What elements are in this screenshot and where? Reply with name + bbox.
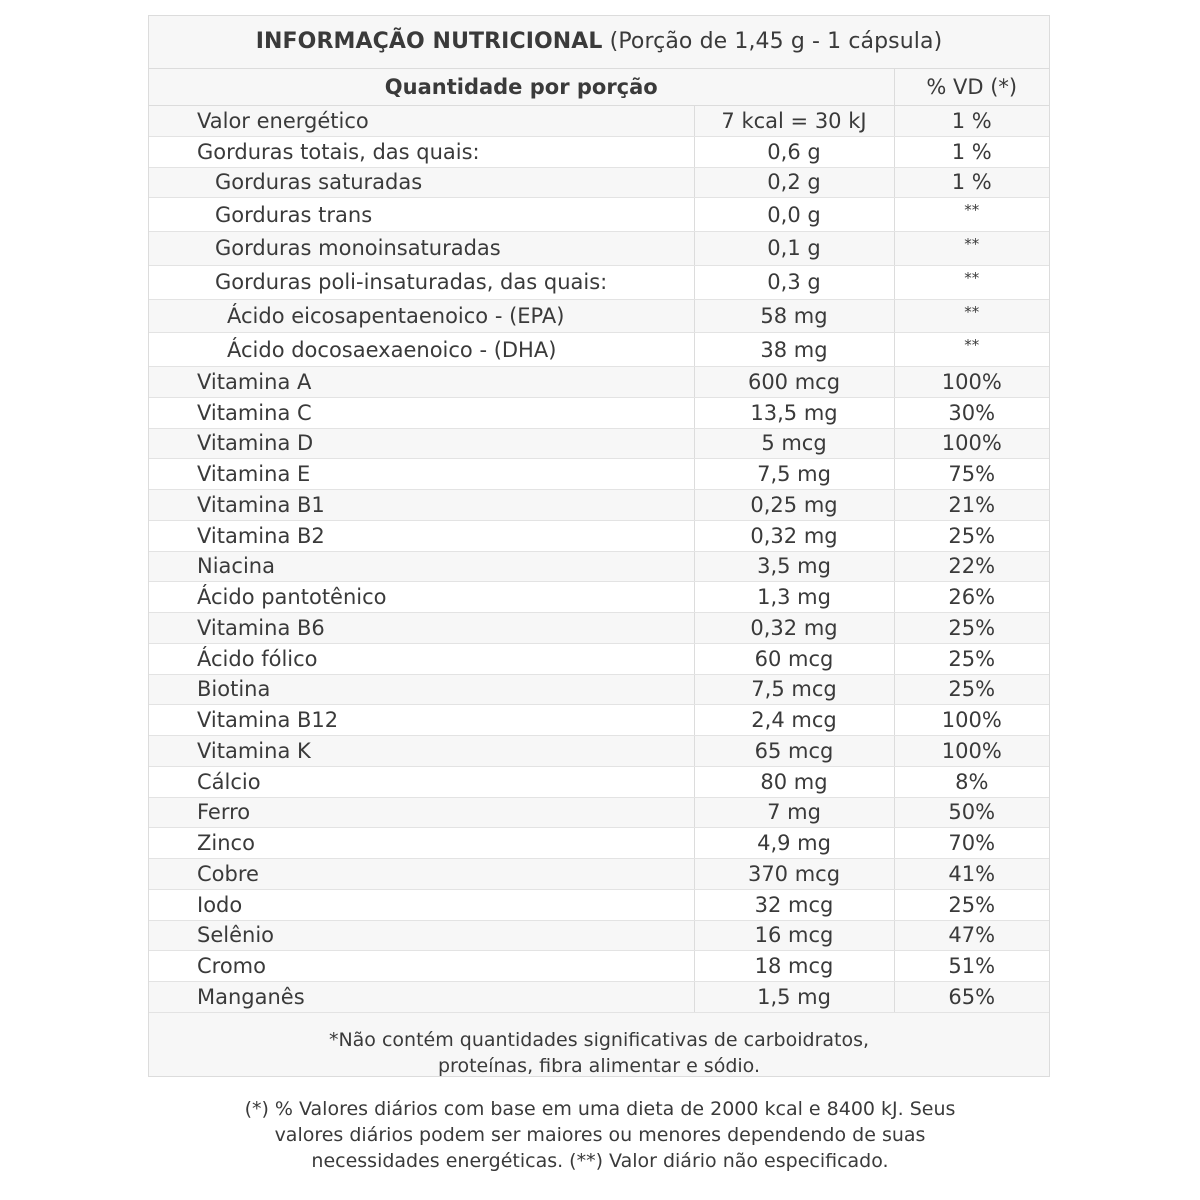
nutrient-daily-value: 47% bbox=[894, 920, 1049, 951]
nutrient-quantity: 60 mcg bbox=[694, 643, 894, 674]
nutrient-daily-value: ** bbox=[894, 333, 1049, 367]
table-row bbox=[149, 198, 1049, 232]
nutrition-table bbox=[149, 69, 1049, 1013]
nutrient-quantity: 1,3 mg bbox=[694, 582, 894, 613]
nutrient-quantity: 370 mcg bbox=[694, 859, 894, 890]
nutrient-name: Gorduras saturadas bbox=[149, 167, 694, 198]
nutrient-name: Cromo bbox=[149, 951, 694, 982]
table-row bbox=[149, 333, 1049, 367]
nutrient-name: Vitamina B6 bbox=[149, 613, 694, 644]
table-row bbox=[149, 643, 1049, 674]
table-row bbox=[149, 397, 1049, 428]
nutrient-name: Vitamina C bbox=[149, 397, 694, 428]
nutrient-daily-value: 21% bbox=[894, 490, 1049, 521]
table-title bbox=[149, 16, 1049, 69]
nutrient-quantity: 7 kcal = 30 kJ bbox=[694, 106, 894, 137]
nutrient-quantity: 18 mcg bbox=[694, 951, 894, 982]
note-line-2: proteínas, fibra alimentar e sódio. bbox=[438, 1054, 760, 1077]
nutrient-daily-value: ** bbox=[894, 265, 1049, 299]
table-row bbox=[149, 459, 1049, 490]
nutrient-name: Vitamina B12 bbox=[149, 705, 694, 736]
nutrient-name: Cobre bbox=[149, 859, 694, 890]
nutrient-quantity: 16 mcg bbox=[694, 920, 894, 951]
table-row bbox=[149, 106, 1049, 137]
nutrient-daily-value: 25% bbox=[894, 643, 1049, 674]
nutrient-daily-value: 100% bbox=[894, 705, 1049, 736]
nutrient-name: Ácido pantotênico bbox=[149, 582, 694, 613]
nutrient-quantity: 7,5 mcg bbox=[694, 674, 894, 705]
nutrient-name: Ácido eicosapentaenoico - (EPA) bbox=[149, 299, 694, 333]
nutrient-quantity: 7 mg bbox=[694, 797, 894, 828]
nutrient-name: Vitamina E bbox=[149, 459, 694, 490]
table-row bbox=[149, 367, 1049, 398]
footnote-line-3: necessidades energéticas. (**) Valor diário não especificado. bbox=[311, 1150, 889, 1172]
table-row bbox=[149, 859, 1049, 890]
footnote bbox=[150, 1096, 1050, 1174]
table-row bbox=[149, 428, 1049, 459]
title-portion: (Porção de 1,45 g - 1 cápsula) bbox=[602, 29, 943, 54]
nutrient-daily-value: 8% bbox=[894, 766, 1049, 797]
nutrient-name: Biotina bbox=[149, 674, 694, 705]
nutrient-quantity: 58 mg bbox=[694, 299, 894, 333]
table-row bbox=[149, 613, 1049, 644]
nutrient-daily-value: 100% bbox=[894, 736, 1049, 767]
nutrient-daily-value: 51% bbox=[894, 951, 1049, 982]
table-row bbox=[149, 705, 1049, 736]
nutrient-quantity: 0,3 g bbox=[694, 265, 894, 299]
table-row bbox=[149, 766, 1049, 797]
nutrient-daily-value: 65% bbox=[894, 982, 1049, 1013]
nutrient-quantity: 38 mg bbox=[694, 333, 894, 367]
nutrient-name: Selênio bbox=[149, 920, 694, 951]
nutrient-daily-value: ** bbox=[894, 299, 1049, 333]
nutrient-name: Cálcio bbox=[149, 766, 694, 797]
nutrient-quantity: 3,5 mg bbox=[694, 551, 894, 582]
table-row bbox=[149, 736, 1049, 767]
nutrient-name: Vitamina A bbox=[149, 367, 694, 398]
footnote-line-1: (*) % Valores diários com base em uma dieta de 2000 kcal e 8400 kJ. Seus bbox=[244, 1098, 956, 1120]
nutrient-daily-value: 25% bbox=[894, 613, 1049, 644]
nutrient-daily-value: 25% bbox=[894, 520, 1049, 551]
nutrient-name: Vitamina B2 bbox=[149, 520, 694, 551]
nutrient-quantity: 0,1 g bbox=[694, 232, 894, 266]
table-row bbox=[149, 797, 1049, 828]
table-row bbox=[149, 299, 1049, 333]
nutrient-quantity: 0,0 g bbox=[694, 198, 894, 232]
nutrient-daily-value: ** bbox=[894, 232, 1049, 266]
table-row bbox=[149, 982, 1049, 1013]
table-row bbox=[149, 920, 1049, 951]
table-row bbox=[149, 828, 1049, 859]
nutrient-name: Vitamina B1 bbox=[149, 490, 694, 521]
table-row bbox=[149, 889, 1049, 920]
note-line-1: *Não contém quantidades significativas de carboidratos, bbox=[328, 1028, 870, 1051]
header-quantity: Quantidade por porção bbox=[149, 69, 894, 106]
nutrient-quantity: 5 mcg bbox=[694, 428, 894, 459]
table-row bbox=[149, 582, 1049, 613]
nutrient-name: Valor energético bbox=[149, 106, 694, 137]
nutrient-name: Niacina bbox=[149, 551, 694, 582]
nutrient-daily-value: ** bbox=[894, 198, 1049, 232]
nutrient-name: Vitamina K bbox=[149, 736, 694, 767]
nutrient-name: Manganês bbox=[149, 982, 694, 1013]
nutrient-daily-value: 22% bbox=[894, 551, 1049, 582]
nutrient-name: Vitamina D bbox=[149, 428, 694, 459]
nutrient-quantity: 4,9 mg bbox=[694, 828, 894, 859]
nutrient-quantity: 0,25 mg bbox=[694, 490, 894, 521]
nutrient-quantity: 2,4 mcg bbox=[694, 705, 894, 736]
nutrient-daily-value: 25% bbox=[894, 889, 1049, 920]
nutrient-daily-value: 25% bbox=[894, 674, 1049, 705]
nutrient-daily-value: 1 % bbox=[894, 167, 1049, 198]
nutrient-daily-value: 30% bbox=[894, 397, 1049, 428]
nutrient-quantity: 600 mcg bbox=[694, 367, 894, 398]
table-row bbox=[149, 265, 1049, 299]
nutrient-daily-value: 1 % bbox=[894, 106, 1049, 137]
nutrient-quantity: 7,5 mg bbox=[694, 459, 894, 490]
table-row bbox=[149, 551, 1049, 582]
nutrient-name: Gorduras trans bbox=[149, 198, 694, 232]
nutrient-daily-value: 50% bbox=[894, 797, 1049, 828]
table-row bbox=[149, 232, 1049, 266]
nutrient-daily-value: 1 % bbox=[894, 136, 1049, 167]
footnote-line-2: valores diários podem ser maiores ou menores dependendo de suas bbox=[274, 1124, 926, 1146]
nutrient-name: Ácido docosaexaenoico - (DHA) bbox=[149, 333, 694, 367]
nutrient-name: Gorduras totais, das quais: bbox=[149, 136, 694, 167]
table-row bbox=[149, 674, 1049, 705]
nutrient-quantity: 32 mcg bbox=[694, 889, 894, 920]
table-row bbox=[149, 520, 1049, 551]
nutrient-daily-value: 75% bbox=[894, 459, 1049, 490]
nutrient-quantity: 0,32 mg bbox=[694, 520, 894, 551]
table-row bbox=[149, 167, 1049, 198]
nutrient-name: Gorduras monoinsaturadas bbox=[149, 232, 694, 266]
nutrient-daily-value: 100% bbox=[894, 428, 1049, 459]
header-vd: % VD (*) bbox=[894, 69, 1049, 106]
table-row bbox=[149, 490, 1049, 521]
nutrient-quantity: 13,5 mg bbox=[694, 397, 894, 428]
nutrient-name: Ácido fólico bbox=[149, 643, 694, 674]
nutrient-daily-value: 70% bbox=[894, 828, 1049, 859]
nutrient-quantity: 0,6 g bbox=[694, 136, 894, 167]
nutrient-daily-value: 26% bbox=[894, 582, 1049, 613]
nutrient-quantity: 1,5 mg bbox=[694, 982, 894, 1013]
nutrient-quantity: 0,2 g bbox=[694, 167, 894, 198]
title-bold: INFORMAÇÃO NUTRICIONAL bbox=[255, 29, 603, 54]
nutrient-daily-value: 41% bbox=[894, 859, 1049, 890]
nutrient-quantity: 0,32 mg bbox=[694, 613, 894, 644]
table-row bbox=[149, 951, 1049, 982]
nutrient-name: Ferro bbox=[149, 797, 694, 828]
nutrition-facts-panel bbox=[148, 15, 1050, 1077]
nutrient-name: Iodo bbox=[149, 889, 694, 920]
nutrient-name: Gorduras poli-insaturadas, das quais: bbox=[149, 265, 694, 299]
note bbox=[149, 1013, 1049, 1079]
header-row bbox=[149, 69, 1049, 106]
table-row bbox=[149, 136, 1049, 167]
nutrient-quantity: 65 mcg bbox=[694, 736, 894, 767]
nutrient-name: Zinco bbox=[149, 828, 694, 859]
nutrient-daily-value: 100% bbox=[894, 367, 1049, 398]
nutrient-quantity: 80 mg bbox=[694, 766, 894, 797]
